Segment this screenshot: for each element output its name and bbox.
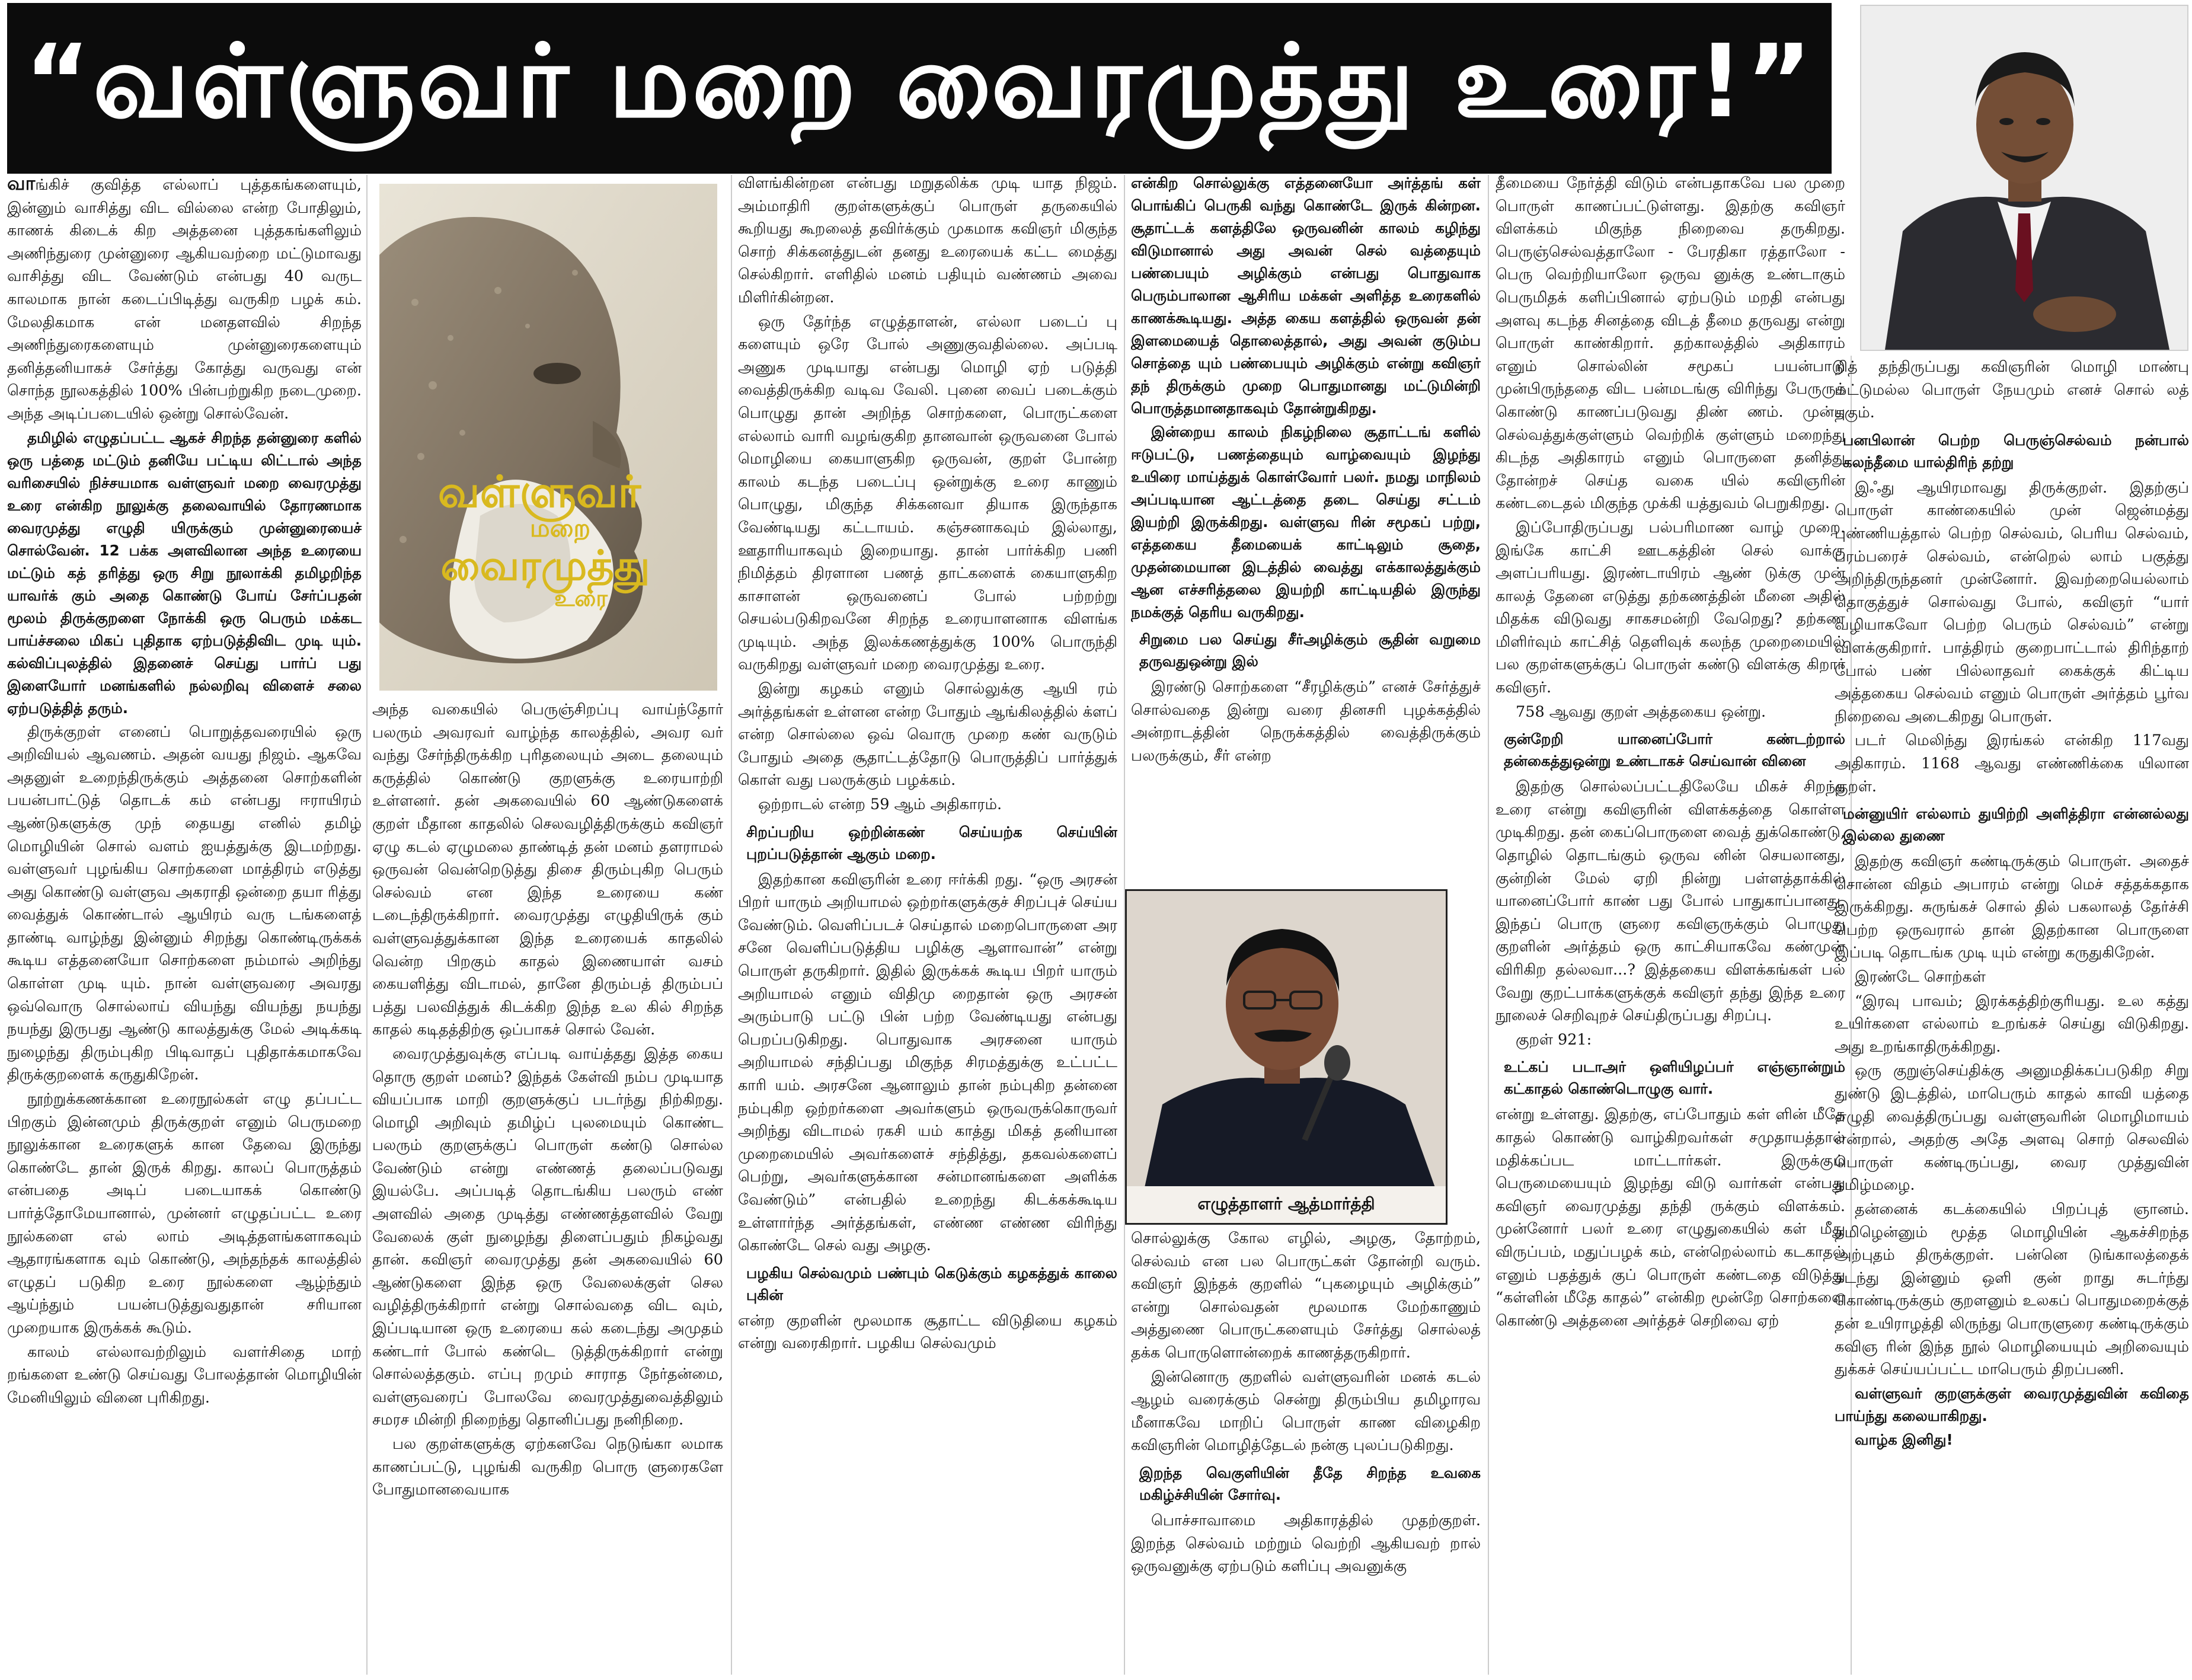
column-rule: [731, 175, 732, 1675]
paragraph-bold: இன்றைய காலம் நிகழ்நிலை சூதாட்டங் களில் ஈடுபட்டு, பணத்தையும் வாழ்வையும் இழந்து உயிரை மாய்த்துக் கொள்வோர் பலர். நமது மாநிலம் அப்படியான ஆட்டத்தை தடை செய்து சட்டம் இயற்றி இருக்கிறது. வள்ளுவ ரின் சமூகப் பற்று, எத்தகைய தீமையைக் காட்டிலும் சூதை, முதன்மையான இடத்தில் வைத்து எக்காலத்துக்கும் ஆன எச்சரித்தலை இயற்றி காட்டியதில் இருந்து நமக்குத் தெரிய வருகிறது.: [1131, 423, 1481, 621]
article-column-3: [738, 172, 1117, 1678]
paragraph: அந்த வகையில் பெருஞ்சிறப்பு வாய்ந்தோர் பலரும் அவரவர் வாழ்ந்த காலத்தில், அவர வர் வந்து சேர்ந்திருக்கிற புரிதலையும் அடை தலையும் கருத்தில் கொண்டு குறளுக்கு உரையாற்றி உள்ளனர். தன் அகவையில் 60 ஆண்டுகளைக் குறள் மீதான காதலில் செலவழித்திருக்கும் கவிஞர் ஏழு கடல் ஏழுமலை தாண்டித் தன் மனம் தளராமல் ஒருவன் வென்றெடுத்து திசை திரும்புகிற பெரும் செல்வம் என இந்த உரையை கண் டடைந்திருக்கிறார். வைரமுத்து எழுதியிருக் கும் வள்ளுவத்துக்கான இந்த உரையைக் காதலில் வென்ற பிறகும் காதல் இணையாள் வசம் கையளித்து விடாமல், தானே திரும்பத் திரும்பப் பத்து பலவித்துக் கிடக்கிற இந்த உல கில் சிறந்த காதல் கடிதத்திற்கு ஒப்பாகச் சொல் வேன்.: [372, 701, 723, 1039]
paragraph: இப்போதிருப்பது பல்பரிமாண வாழ் முறை. இங்கே காட்சி ஊடகத்தின் செல் வாக்கு அளப்பரியது. இரண்டாயிரம் ஆண் டுக்கு முன் காலத் தேனை எடுத்து தற்கணத்தின் மீனை அதில் மிதக்க விடுவது சாகசமன்றி வேறெது? தற்கண மிளிர்வும் காட்சித் தெளிவுக் கலந்த முறைமையில் பல குறள்களுக்குப் பொருள் கண்டு விளக்கு கிறார் கவிஞர்.: [1496, 518, 1845, 697]
kural-quote: பனபிலான் பெற்ற பெருஞ்செல்வம் நன்பால் கலந்தீமை யால்திரிந் தற்று: [1843, 431, 2189, 471]
paragraph: விளங்கின்றன என்பது மறுதலிக்க முடி யாத நிஜம். அம்மாதிரி குறள்களுக்குப் பொருள் தருகையில் கூறியது கூறலைத் தவிர்க்கும் முகமாக கவிஞர் மிகுந்த சொற் சிக்கனத்துடன் தனது உரையைக் கட்ட மைத்து செல்கிறார். எளிதில் மனம் பதியும் வண்ணம் அவை மிளிர்கின்றன.: [738, 174, 1117, 306]
paragraph-bold: தமிழில் எழுதப்பட்ட ஆகச் சிறந்த தன்னுரை களில் ஒரு பத்தை மட்டும் தனியே பட்டிய லிட்டால் அந்த வரிசையில் நிச்சயமாக வள்ளுவர் மறை வைரமுத்து உரை என்கிற நூலுக்கு தலைவாயில் தோரணமாக வைரமுத்து எழுதி யிருக்கும் முன்னுரையைச் சொல்வேன். 12 பக்க அளவிலான அந்த உரையை மட்டும் கத் தரித்து ஒரு சிறு நூலாக்கி தமிழறிந்த யாவர்க் கும் அதை கொண்டு போய் சேர்ப்பதன் மூலம் திருக்குறளை நோக்கி ஒரு பெரும் மக்கட பாய்ச்சலை மிகப் புதிதாக ஏற்படுத்திவிட முடி யும். கல்விப்புலத்தில் இதனைச் செய்து பார்ப் பது இளையோர் மனங்களில் நல்லறிவு விளைச் சலை ஏற்படுத்தித் தரும்.: [7, 429, 362, 717]
paragraph: படர் மெலிந்து இரங்கல் என்கிற 117வது அதிகாரம். 1168 ஆவது எண்ணிக்கை யிலான குறள்.: [1835, 732, 2189, 796]
paragraph-bold: என்கிற சொல்லுக்கு எத்தனையோ அர்த்தங் கள் பொங்கிப் பெருகி வந்து கொண்டே இருக் கின்றன. சூதாட்டக் களத்திலே ஒருவனின் காலம் கழிந்து விடுமானால் அது அவன் செல் வத்தையும் பண்பையும் அழிக்கும் என்பது பொதுவாக பெரும்பாலான ஆசிரிய மக்கள் அளித்த உரைகளில் காணக்கூடியது. அத்த கைய களத்தில் ஒருவன் தன் இளமையைத் தொலைத்தால், அது அவன் குடும்ப சொத்தை யும் பண்பையும் அழிக்கும் என்று கவிஞர் தந் திருக்கும் முறை பொதுமானது மட்டுமின்றி பொருத்தமானதாகவும் தோன்றுகிறது.: [1131, 174, 1481, 417]
paragraph: தீமையை நேர்த்தி விடும் என்பதாகவே பல முறை பொருள் காணப்பட்டுள்ளது. இதற்கு கவிஞர் விளக்கம் மிகுந்த நிறைவை தருகிறது. பெருஞ்செல்வத்தாலோ - பேரதிகா ரத்தாலோ - பெரு வெற்றியாலோ ஒருவ னுக்கு உண்டாகும் பெருமிதக் களிப்பினால் ஏற்படும் மறதி என்பது அளவு கடந்த சினத்தை விடத் தீமை தருவது என்று பொருள் காண்கிறார். தற்காலத்தில் அதிகாரம் எனும் சொல்லின் சமூகப் பயன்பாடு முன்பிருந்ததை விட பன்மடங்கு விரிந்து பேருருக் கொண்டு காணப்படுவது திண் ணம். முன்பு செல்வத்துக்குள்ளும் வெற்றிக் குள்ளும் மறைந்து கிடந்த அதிகாரம் எனும் பொருளை தனித்து தோன்றச் செய்த வகை யில் கவிஞரின் கண்டடைதல் மிகுந்த முக்கி யத்துவம் பெறுகிறது.: [1496, 174, 1845, 513]
kural-quote: குன்றேறி யானைப்போர் கண்டற்றால் தன்கைத்துஒன்று உண்டாகச் செய்வான் வினை: [1504, 730, 1845, 770]
paragraph: வைரமுத்துவுக்கு எப்படி வாய்த்தது இத்த கைய தொரு குறள் மனம்? இந்தக் கேள்வி நம்ப முடியாத வியப்பாக மாறி குறளுக்குப் படர்ந்து நிற்கிறது. மொழி அறிவும் தமிழ்ப் புலமையும் கொண்ட பலரும் குறளுக்குப் பொருள் கண்டு சொல்ல வேண்டும் என்று எண்ணத் தலைப்படுவது இயல்பே. அப்படித் தொடங்கிய பலரும் எண் அளவில் அதை முடித்து எண்ணத்தளவில் வேறு வேலைக் குள் நுழைந்து திளைப்பதும் நிகழ்வது தான். கவிஞர் வைரமுத்து தன் அகவையில் 60 ஆண்டுகளை இந்த ஒரு வேலைக்குள் செல வழித்திருக்கிறார் என்று சொல்வதை விட வும், இப்படியான ஒரு உரையை கல் கடைந்து அமுதம் கண்டார் போல் கண்டெ டுத்திருக்கிறார் என்று சொல்லத்தகும். எப்பு றமும் சாராத நேர்தன்மை, வள்ளுவரைப் போலவே வைரமுத்துவைத்திலும் சமரச மின்றி நிறைந்து தொனிப்பது நனிநிறை.: [372, 1045, 723, 1429]
paragraph: இதற்கு கவிஞர் கண்டிருக்கும் பொருள். அதைச் சொன்ன விதம் அபாரம் என்று மெச் சத்தக்கதாக இருக்கிறது. சுருங்கச் சொல் தில் பகலாலத் தேர்ச்சி பெற்ற ஒருவரால் தான் இதற்கான பொருளை இப்படி தொடங்க முடி யும் என்று கருதுகிறேன்.: [1835, 852, 2189, 962]
closing-greeting: வாழ்க இனிது!: [1855, 1430, 1953, 1448]
headline-banner: [7, 3, 1832, 174]
paragraph: [7, 172, 362, 426]
article-column-2: [372, 698, 723, 1678]
paragraph: இரண்டு சொற்களை “சீரழிக்கும்” எனச் சேர்த்துச் சொல்வதை இன்று வரை தினசரி புழக்கத்தில் அன்றாடத்தின் நெருக்கத்தில் வைத்திருக்கும் பலருக்கும், சீர் என்ற: [1131, 678, 1481, 765]
paragraph: இரண்டே சொற்கள்: [1855, 968, 1986, 986]
paragraph: இதற்கான கவிஞரின் உரை ஈர்க்கி றது. “ஒரு அரசன் பிறர் யாரும் அறியாமல் ஒற்றர்களுக்குச் சிறப்புச் செய்ய வேண்டும். வெளிப்படச் செய்தால் மறைபொருளை அர சனே வெளிப்படுத்திய பழிக்கு ஆளாவான்” என்று பொருள் தருகிறார். இதில் இருக்கக் கூடிய பிறர் யாரும் அறியாமல் எனும் விதிமு றைதான் ஒரு அரசன் அரும்பாடு பட்டு பின் பற்ற வேண்டியது என்பது பெறப்படுகிறது. பொதுவாக அரசனை யாரும் அறியாமல் சந்திப்பது மிகுந்த சிரமத்துக்கு உட்பட்ட காரி யம். அரசனே ஆனாலும் தான் நம்புகிற தன்னை நம்புகிற ஒற்றர்களை அவர்களும் ஒருவருக்கொருவர் அறிந்து விடாமல் ரகசி யம் காத்து மிகத் தனியான முறைமையில் அவர்களைச் சந்தித்து, தகவல்களைப் பெற்று, அவர்களுக்கான சன்மானங்களை அளிக்க வேண்டும்” என்பதில் உறைந்து கிடக்கக்கூடிய உள்ளார்ந்த அர்த்தங்கள், எண்ண எண்ண விரிந்து கொண்டே செல் வது அழகு.: [738, 870, 1117, 1255]
headline: “வள்ளுவர் மறை வைரமுத்து உரை!”: [24, 23, 1815, 140]
author-photo: [1125, 889, 1448, 1225]
paragraph-text: ங்கிச் குவித்த எல்லாப் புத்தகங்களையும், இன்னும் வாசித்து விட வில்லை என்ற போதிலும், காணக் கிடைக் கிற அத்தனை புத்தகங்களிலும் அணிந்துரை முன்னுரை ஆகியவற்றை மட்டுமாவது வாசித்து விட வேண்டும் என்பது 40 வருட காலமாக நான் கடைப்பிடித்து வருகிற பழக் கம். மேலதிகமாக என் மனதளவில் சிறந்த அணிந்துரைகளையும் முன்னுரைகளையும் தனித்தனியாகச் சேர்த்து கோத்து வருவது என் சொந்த நூலகத்தில் 100% பின்பற்றுகிற நடைமுறை. அந்த அடிப்படையில் ஒன்று சொல்வேன்.: [7, 176, 362, 423]
book-cover-image: [379, 184, 717, 691]
paragraph: குறள் 921:: [1516, 1030, 1592, 1049]
paragraph: இன்று கழகம் எனும் சொல்லுக்கு ஆயி ரம் அர்த்தங்கள் உள்ளன என்ற போதும் ஆங்கிலத்தில் க்ளப் என்ற சொல்லை ஒவ் வொரு முறை கண் வருடும் போதும் அதை சூதாட்டத்தோடு பொருத்திப் பார்த்துக் கொள் வது பலருக்கும் பழக்கம்.: [738, 680, 1117, 790]
paragraph: தன்னைக் கடக்கையில் பிறப்புத் ஞானம். தமிழென்னும் மூத்த மொழியின் ஆகச்சிறந்த அற்புதம் திருக்குறள். பன்னெ டுங்காலத்தைக் கடந்து இன்னும் ஒளி குன் றாது சுடர்ந்து கொண்டிருக்கும் குறளனும் உலகப் பொதுமறைக்குத் தன் உயிராழத்தி லிருந்து பொருளுரை கண்டிருக்கும் கவிஞ ரின் இந்த நூல் மொழியையும் அறிவையும் துக்கச் செய்யப்பட்ட மாபெரும் திறப்பணி.: [1835, 1200, 2189, 1379]
vairamuthu-photo: [1860, 5, 2188, 351]
paragraph: இன்னொரு குறளில் வள்ளுவரின் மனக் கடல் ஆழம் வரைக்கும் சென்று திரும்பிய தமிழாரவ மீனாகவே மாறிப் பொருள் காண விழைகிற கவிஞரின் மொழித்தேடல் நன்கு புலப்படுகிறது.: [1131, 1368, 1481, 1455]
kural-quote: மன்னுயிர் எல்லாம் துயிற்றி அளித்திரா என்னல்லது இல்லை துணை: [1843, 805, 2189, 845]
portrait-illustration: [1861, 6, 2187, 350]
paragraph: ஒற்றாடல் என்ற 59 ஆம் அதிகாரம்.: [758, 796, 1002, 814]
book-title-line4: உரை: [554, 585, 608, 611]
article-column-6: [1835, 356, 2189, 1678]
paragraph: இஃது ஆயிரமாவது திருக்குறள். இதற்குப் பொருள் காண்கையில் முன் ஜென்மத்து புண்ணியத்தால் பெற்ற செல்வம், பெரிய செல்வம், பரம்பரைச் செல்வம், என்றெல் லாம் பகுத்து அறிந்திருந்தனர் முன்னோர். இவற்றையெல்லாம் தொகுத்துச் சொல்வது போல், கவிஞர் “யார் வழியாகவோ பெற்ற பெரும் செல்வம்” என்று விளக்குகிறார். பாத்திரம் குறைபாட்டால் திரிந்தாற் போல் பண் பில்லாதவர் கைக்குக் கிட்டிய அத்தகைய செல்வம் எனும் பொருள் அர்த்தம் பூர்வ நிறைவை அடைகிறது பொருள்.: [1835, 478, 2189, 726]
kural-quote: உட்கப் படாஅர் ஒளியிழப்பர் எஞ்ஞான்றும் கட்காதல் கொண்டொழுகு வார்.: [1504, 1058, 1845, 1098]
paragraph: என்ற குறளின் மூலமாக சூதாட்ட விடுதியை கழகம் என்று வரைகிறார். பழகிய செல்வமும்: [738, 1311, 1117, 1353]
paragraph: பொச்சாவாமை அதிகாரத்தில் முதற்குறள். இறந்த செல்வம் மற்றும் வெற்றி ஆகியவற் றால் ஒருவனுக்கு ஏற்படும் களிப்பு அவனுக்கு: [1131, 1511, 1481, 1576]
column-rule: [366, 175, 368, 1675]
article-column-1: [7, 172, 362, 1678]
book-title-line2: மறை: [529, 513, 591, 542]
paragraph: என்று உள்ளது. இதற்கு, எப்போதும் கள் ளின் மீதே காதல் கொண்டு வாழ்கிறவர்கள் சமுதாயத்தால் மதிக்கப்பட மாட்டார்கள். இருக்கும் பெருமையையும் இழந்து விடு வார்கள் என்பது கவிஞர் வைரமுத்து தந்தி ருக்கும் விளக்கம். முன்னோர் பலர் உரை எழுதுகையில் கள் மீது விருப்பம், மதுப்பழக் கம், என்றெல்லாம் கடகாதல் எனும் பதத்துக் குப் பொருள் கண்டதை விடுத்து “கள்ளின் மீதே காதல்” என்கிற மூன்றே சொற்களை கொண்டு அத்தனை அர்த்தச் செறிவை ஏற்: [1496, 1106, 1845, 1330]
paragraph: பல குறள்களுக்கு ஏற்கனவே நெடுங்கா லமாக காணப்பட்டு, புழங்கி வருகிற பொரு ளுரைகளே போதுமானவையாக: [372, 1435, 723, 1499]
paragraph: ஒரு தேர்ந்த எழுத்தாளன், எல்லா படைப் பு களையும் ஒரே போல் அணுகுவதில்லை. அப்படி அணுக முடியாது என்பது மொழி ஏற் படுத்தி வைத்திருக்கிற வடிவ வேலி. புனை வைப் படைக்கும் பொழுது தான் அறிந்த சொற்களை, பொருட்களை எல்லாம் வாரி வழங்குகிற தானவான் ஒருவனை போல் மொழியை கையாளுகிற ஒருவன், குறள் போன்ற காலம் கடந்த படைப்பு ஒன்றுக்கு உரை காணும் பொழுது, மிகுந்த சிக்கனவா தியாக இருந்தாக வேண்டியது கட்டாயம். கஞ்சனாகவும் இல்லாது, ஊதாரியாகவும் இறையாது. தான் பார்க்கிற பணி நிமித்தம் திரளான பணத் தாட்களைக் கையாளுகிற காசாளன் ஒருவனைப் போல் பற்றற்று செயல்படுகிறவனே சிறந்த உரையாளனாக விளங்க முடியும். அந்த இலக்கணத்துக்கு 100% பொருந்தி வருகிறது வள்ளுவர் மறை வைரமுத்து உரை.: [738, 312, 1117, 674]
paragraph: இதற்கு சொல்லப்பட்டதிலேயே மிகச் சிறந்த உரை என்று கவிஞரின் விளக்கத்தை கொள்ள முடிகிறது. தன் கைப்பொருளை வைத் துக்கொண்டு, தொழில் தொடங்கும் ஒருவ னின் செயலானது, குன்றின் மேல் ஏறி நின்று பள்ளத்தாக்கில் யானைப்போர் காண் பது போல் பாதுகாப்பானது. இந்தப் பொரு ளுரை கவிஞருக்கும் பொழுது குறளின் அர்த்தம் ஒரு காட்சியாகவே கண்முன் விரிகிற தல்லவா...? இத்தகைய விளக்கங்கள் பல் வேறு குறட்பாக்களுக்குக் கவிஞர் தந்து இந்த உரை நூலைச் செறிவுறச் செய்திருப்பது சிறப்பு.: [1496, 778, 1845, 1025]
book-title-line3: வைரமுத்து: [440, 541, 650, 590]
book-cover-illustration: [379, 184, 717, 691]
paragraph: சொல்லுக்கு கோல எழில், அழகு, தோற்றம், செல்வம் என பல பொருட்கள் தோன்றி வரும். கவிஞர் இந்தக் குறளில் “புகழையும் அழிக்கும்” என்று சொல்வதன் மூலமாக மேற்காணும் அத்துணை பொருட்களையும் சேர்த்து சொல்லத் தக்க பொருளொன்றைக் காணத்தருகிறார்.: [1131, 1229, 1481, 1362]
closing-line: வள்ளுவர் குறளுக்குள் வைரமுத்துவின் கவிதை பாய்ந்து கலையாகிறது.: [1835, 1384, 2189, 1425]
paragraph: 758 ஆவது குறள் அத்தகைய ஒன்று.: [1516, 702, 1766, 721]
paragraph: றித் தந்திருப்பது கவிஞரின் மொழி மாண்பு மட்டுமல்ல பொருள் நேயமும் எனச் சொல் லத் தகும்.: [1835, 358, 2189, 422]
book-title-line1: வள்ளுவர்: [437, 467, 641, 518]
article-column-4-continued: [1131, 1227, 1481, 1678]
kural-quote: பழகிய செல்வமும் பண்பும் கெடுக்கும் கழகத்துக் காலை புகின்: [746, 1264, 1117, 1304]
drop-cap: வா: [7, 172, 36, 194]
author-portrait-illustration: [1127, 891, 1446, 1187]
paragraph: ஒரு குறுஞ்செய்திக்கு அனுமதிக்கப்படுகிற சிறு துண்டு இடத்தில், மாபெரும் காதல் காவி யத்தை எழுதி வைத்திருப்பது வள்ளுவரின் மொழிமாயம் என்றால், அதற்கு அதே அளவு சொற் செலவில் பொருள் கண்டிருப்பது, வைர முத்துவின் தமிழ்மழை.: [1835, 1062, 2189, 1194]
column-rule: [1124, 175, 1125, 1675]
paragraph: “இரவு பாவம்; இரக்கத்திற்குரியது. உல கத்து உயிர்களை எல்லாம் உறங்கச் செய்து விடுகிறது. அது உறங்காதிருக்கிறது.: [1835, 992, 2189, 1056]
article-column-4: [1131, 172, 1481, 883]
kural-quote: சிறுமை பல செய்து சீர்அழிக்கும் சூதின் வறுமை தருவதுஒன்று இல்: [1139, 631, 1481, 670]
author-photo-caption: எழுத்தாளர் ஆத்மார்த்தி: [1127, 1186, 1446, 1223]
kural-quote: சிறப்பறிய ஒற்றின்கண் செய்யற்க செய்யின் புறப்படுத்தான் ஆகும் மறை.: [746, 823, 1117, 863]
column-rule: [1488, 175, 1489, 1675]
paragraph: திருக்குறள் எனைப் பொறுத்தவரையில் ஒரு அறிவியல் ஆவணம். அதன் வயது நிஜம். ஆகவே அதனுள் உறைந்திருக்கும் அத்தனை சொற்களின் பயன்பாட்டுத் தொடக் கம் என்பது ஈராயிரம் ஆண்டுகளுக்கு முந் தையது எனில் தமிழ் மொழியின் சொல் வளம் ஐயத்துக்கு இடமற்றது. வள்ளுவர் புழங்கிய சொற்களை மாத்திரம் எடுத்து அது கொண்டு வள்ளுவ அகராதி ஒன்றை தயா ரித்து வைத்துக் கொண்டால் ஆயிரம் வரு டங்களைத் தாண்டி வாழ்ந்து இன்னும் சிறந்து கொண்டிருக்கக் கூடிய எத்தனையோ சொற்களை நம்மால் அறிந்து கொள்ள முடி யும். நான் வள்ளுவரை அவரது ஒவ்வொரு சொல்லாய் வியந்து வியந்து நயந்து நயந்து இருபது ஆண்டு காலத்துக்கு மேல் அடிக்கடி நுழைந்து திரும்புகிற பிடிவாதப் புதிதாக்கமாகவே திருக்குறளைக் கருதுகிறேன்.: [7, 723, 362, 1084]
article-column-5: [1496, 172, 1845, 1678]
kural-quote: இறந்த வெகுளியின் தீதே சிறந்த உவகை மகிழ்ச்சியின் சோர்வு.: [1139, 1464, 1481, 1503]
paragraph: காலம் எல்லாவற்றிலும் வளர்சிதை மாற் றங்களை உண்டு செய்வது போலத்தான் மொழியின் மேனியிலும் வினை புரிகிறது.: [7, 1343, 362, 1407]
paragraph: நூற்றுக்கணக்கான உரைநூல்கள் எழு தப்பட்ட பிறகும் இன்னமும் திருக்குறள் எனும் பெருமறை நூலுக்கான உரைகளுக் கான தேவை இருந்து கொண்டே தான் இருக் கிறது. காலப் பொருத்தம் என்பதை அடிப் படையாகக் கொண்டு பார்த்தோமேயானால், முன்னர் எழுதப்பட்ட உரை நூல்களை எல் லாம் அடித்தளங்களாகவும் ஆதாரங்களாக வும் கொண்டு, அந்தந்தக் காலத்தில் எழுதப் படுகிற உரை நூல்களை ஆழ்ந்தும் ஆய்ந்தும் பயன்படுத்துவதுதான் சரியான முறையாக இருக்கக் கூடும்.: [7, 1090, 362, 1337]
